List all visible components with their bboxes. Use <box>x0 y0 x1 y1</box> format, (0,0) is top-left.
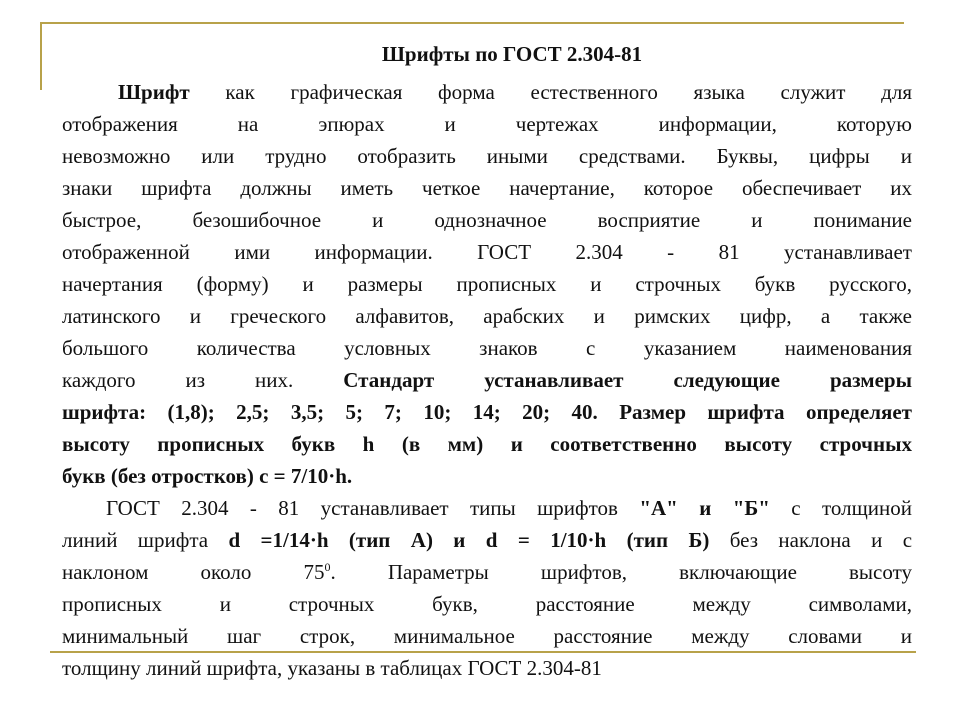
paragraph-2-line-5: минимальный шаг строк, минимальное расстояние между словами и <box>62 624 912 648</box>
paragraph-1-line-5: быстрое, безошибочное и однозначное восприятие и понимание <box>62 208 912 232</box>
text-span: без наклона и с <box>709 528 912 552</box>
paragraph-1-line-13: букв (без отростков) c = 7/10·h. <box>62 464 353 488</box>
term-shrift: Шрифт <box>118 80 190 104</box>
paragraph-2-line-3 <box>62 556 912 588</box>
paragraph-1-line-12: высоту прописных букв h (в мм) и соответственно высоту строчных <box>62 432 912 456</box>
paragraph-1-line-7: начертания (форму) и размеры прописных и строчных букв русского, <box>62 272 912 296</box>
text-span: . Параметры шрифтов, включающие высоту <box>330 560 912 584</box>
paragraph-2-line-4: прописных и строчных букв, расстояние между символами, <box>62 592 912 616</box>
text-span: каждого из них. <box>62 368 344 392</box>
text-span: как графическая форма естественного языка служит для <box>189 80 912 104</box>
text-span: линий шрифта <box>62 528 229 552</box>
paragraph-2-line-1 <box>62 492 912 524</box>
degree-superscript: 0 <box>324 560 331 574</box>
frame-top-line <box>40 22 904 24</box>
paragraph-2-line-6: толщину линий шрифта, указаны в таблицах ГОСТ 2.304-81 <box>62 656 602 680</box>
line-thickness-formula: d =1/14·h (тип А) и d = 1/10·h (тип Б) <box>228 528 710 552</box>
paragraph-1-line-8: латинского и греческого алфавитов, арабских и римских цифр, а также <box>62 304 912 328</box>
paragraph-1-line-3: невозможно или трудно отобразить иными средствами. Буквы, цифры и <box>62 144 912 168</box>
slide-title: Шрифты по ГОСТ 2.304-81 <box>381 42 643 66</box>
font-types-ab: "А" и "Б" <box>639 496 770 520</box>
text-span: с толщиной <box>769 496 912 520</box>
paragraph-1-line-10 <box>62 364 912 396</box>
paragraph-1-line-9: большого количества условных знаков с указанием наименования <box>62 336 912 360</box>
paragraph-1-line-6: отображенной ими информации. ГОСТ 2.304 - 81 устанавливает <box>62 240 912 264</box>
paragraph-1-line-1 <box>62 76 912 108</box>
text-span: наклоном около 75 <box>62 560 325 584</box>
text-span: ГОСТ 2.304 - 81 устанавливает типы шрифтов <box>106 496 640 520</box>
standard-sizes-heading: Стандарт устанавливает следующие размеры <box>343 368 912 392</box>
paragraph-1-line-2: отображения на эпюрах и чертежах информации, которую <box>62 112 912 136</box>
paragraph-2-line-2 <box>62 524 912 556</box>
paragraph-1-line-11: шрифта: (1,8); 2,5; 3,5; 5; 7; 10; 14; 20; 40. Размер шрифта определяет <box>62 400 912 424</box>
paragraph-1-line-4: знаки шрифта должны иметь четкое начертание, которое обеспечивает их <box>62 176 912 200</box>
